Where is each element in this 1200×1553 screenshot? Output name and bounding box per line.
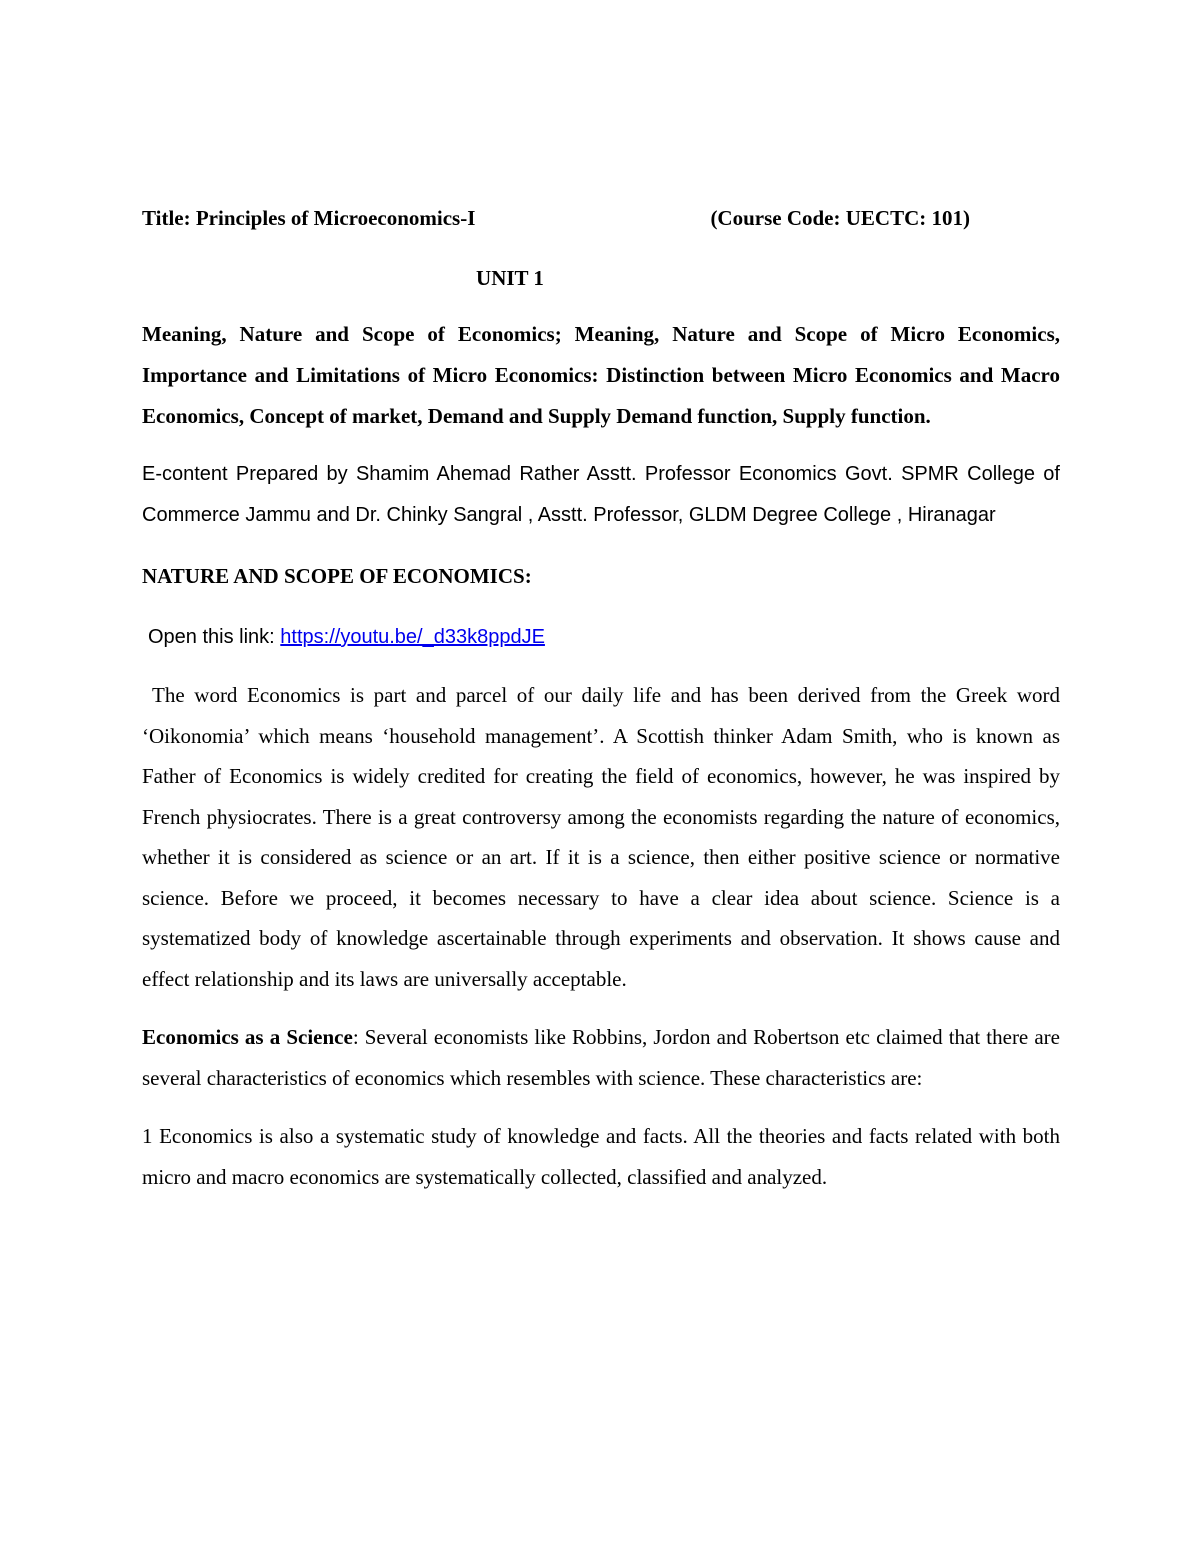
unit-heading: UNIT 1 [476, 266, 544, 290]
intro-paragraph [142, 675, 1060, 999]
youtube-link[interactable]: https://youtu.be/_d33k8ppdJE [280, 626, 545, 648]
link-line [142, 617, 1060, 657]
intro-paragraph-text: The word Economics is part and parcel of our daily life and has been derived from the Greek word ‘Oikonomia’ which means ‘household management’. A Scottish thinker Adam Smith, who is known as Father of Economics is widely credited for creating the field of economics, however, he was inspired by French physiocrates. There is a great controversy among the economists regarding the nature of economics, whether it is considered as science or an art. If it is a science, then either positive science or normative science. Before we proceed, it becomes necessary to have a clear idea about science. Science is a systematized body of knowledge ascertainable through experiments and observation. It shows cause and effect relationship and its laws are universally acceptable. [142, 683, 1060, 991]
document-body [142, 198, 1060, 1197]
course-code: (Course Code: UECTC: 101) [710, 206, 970, 230]
economics-as-science-text: : Several economists like Robbins, Jordon and Robertson etc claimed that there are several characteristics of economics which resembles with science. These characteristics are: [142, 1025, 1060, 1090]
characteristic-1-paragraph: 1 Economics is also a systematic study of knowledge and facts. All the theories and facts related with both micro and macro economics are systematically collected, classified and analyzed. [142, 1124, 1060, 1189]
section-heading: NATURE AND SCOPE OF ECONOMICS: [142, 564, 532, 588]
syllabus-paragraph: Meaning, Nature and Scope of Economics; Meaning, Nature and Scope of Micro Economics, Importance and Limitations of Micro Economics: Distinction between Micro Economics and Macro Economics, Concept of market, Demand and Supply Demand function, Supply function. [142, 322, 1060, 428]
prepared-by-paragraph: E-content Prepared by Shamim Ahemad Rather Asstt. Professor Economics Govt. SPMR College of Commerce Jammu and Dr. Chinky Sangral , Asstt. Professor, GLDM Degree College , Hiranagar [142, 463, 1060, 526]
economics-as-science-paragraph [142, 1017, 1060, 1098]
economics-as-science-heading: Economics as a Science [142, 1025, 353, 1049]
link-prefix: Open this link: [148, 626, 281, 648]
document-title: Title: Principles of Microeconomics-I [142, 206, 476, 230]
title-row [142, 198, 970, 238]
